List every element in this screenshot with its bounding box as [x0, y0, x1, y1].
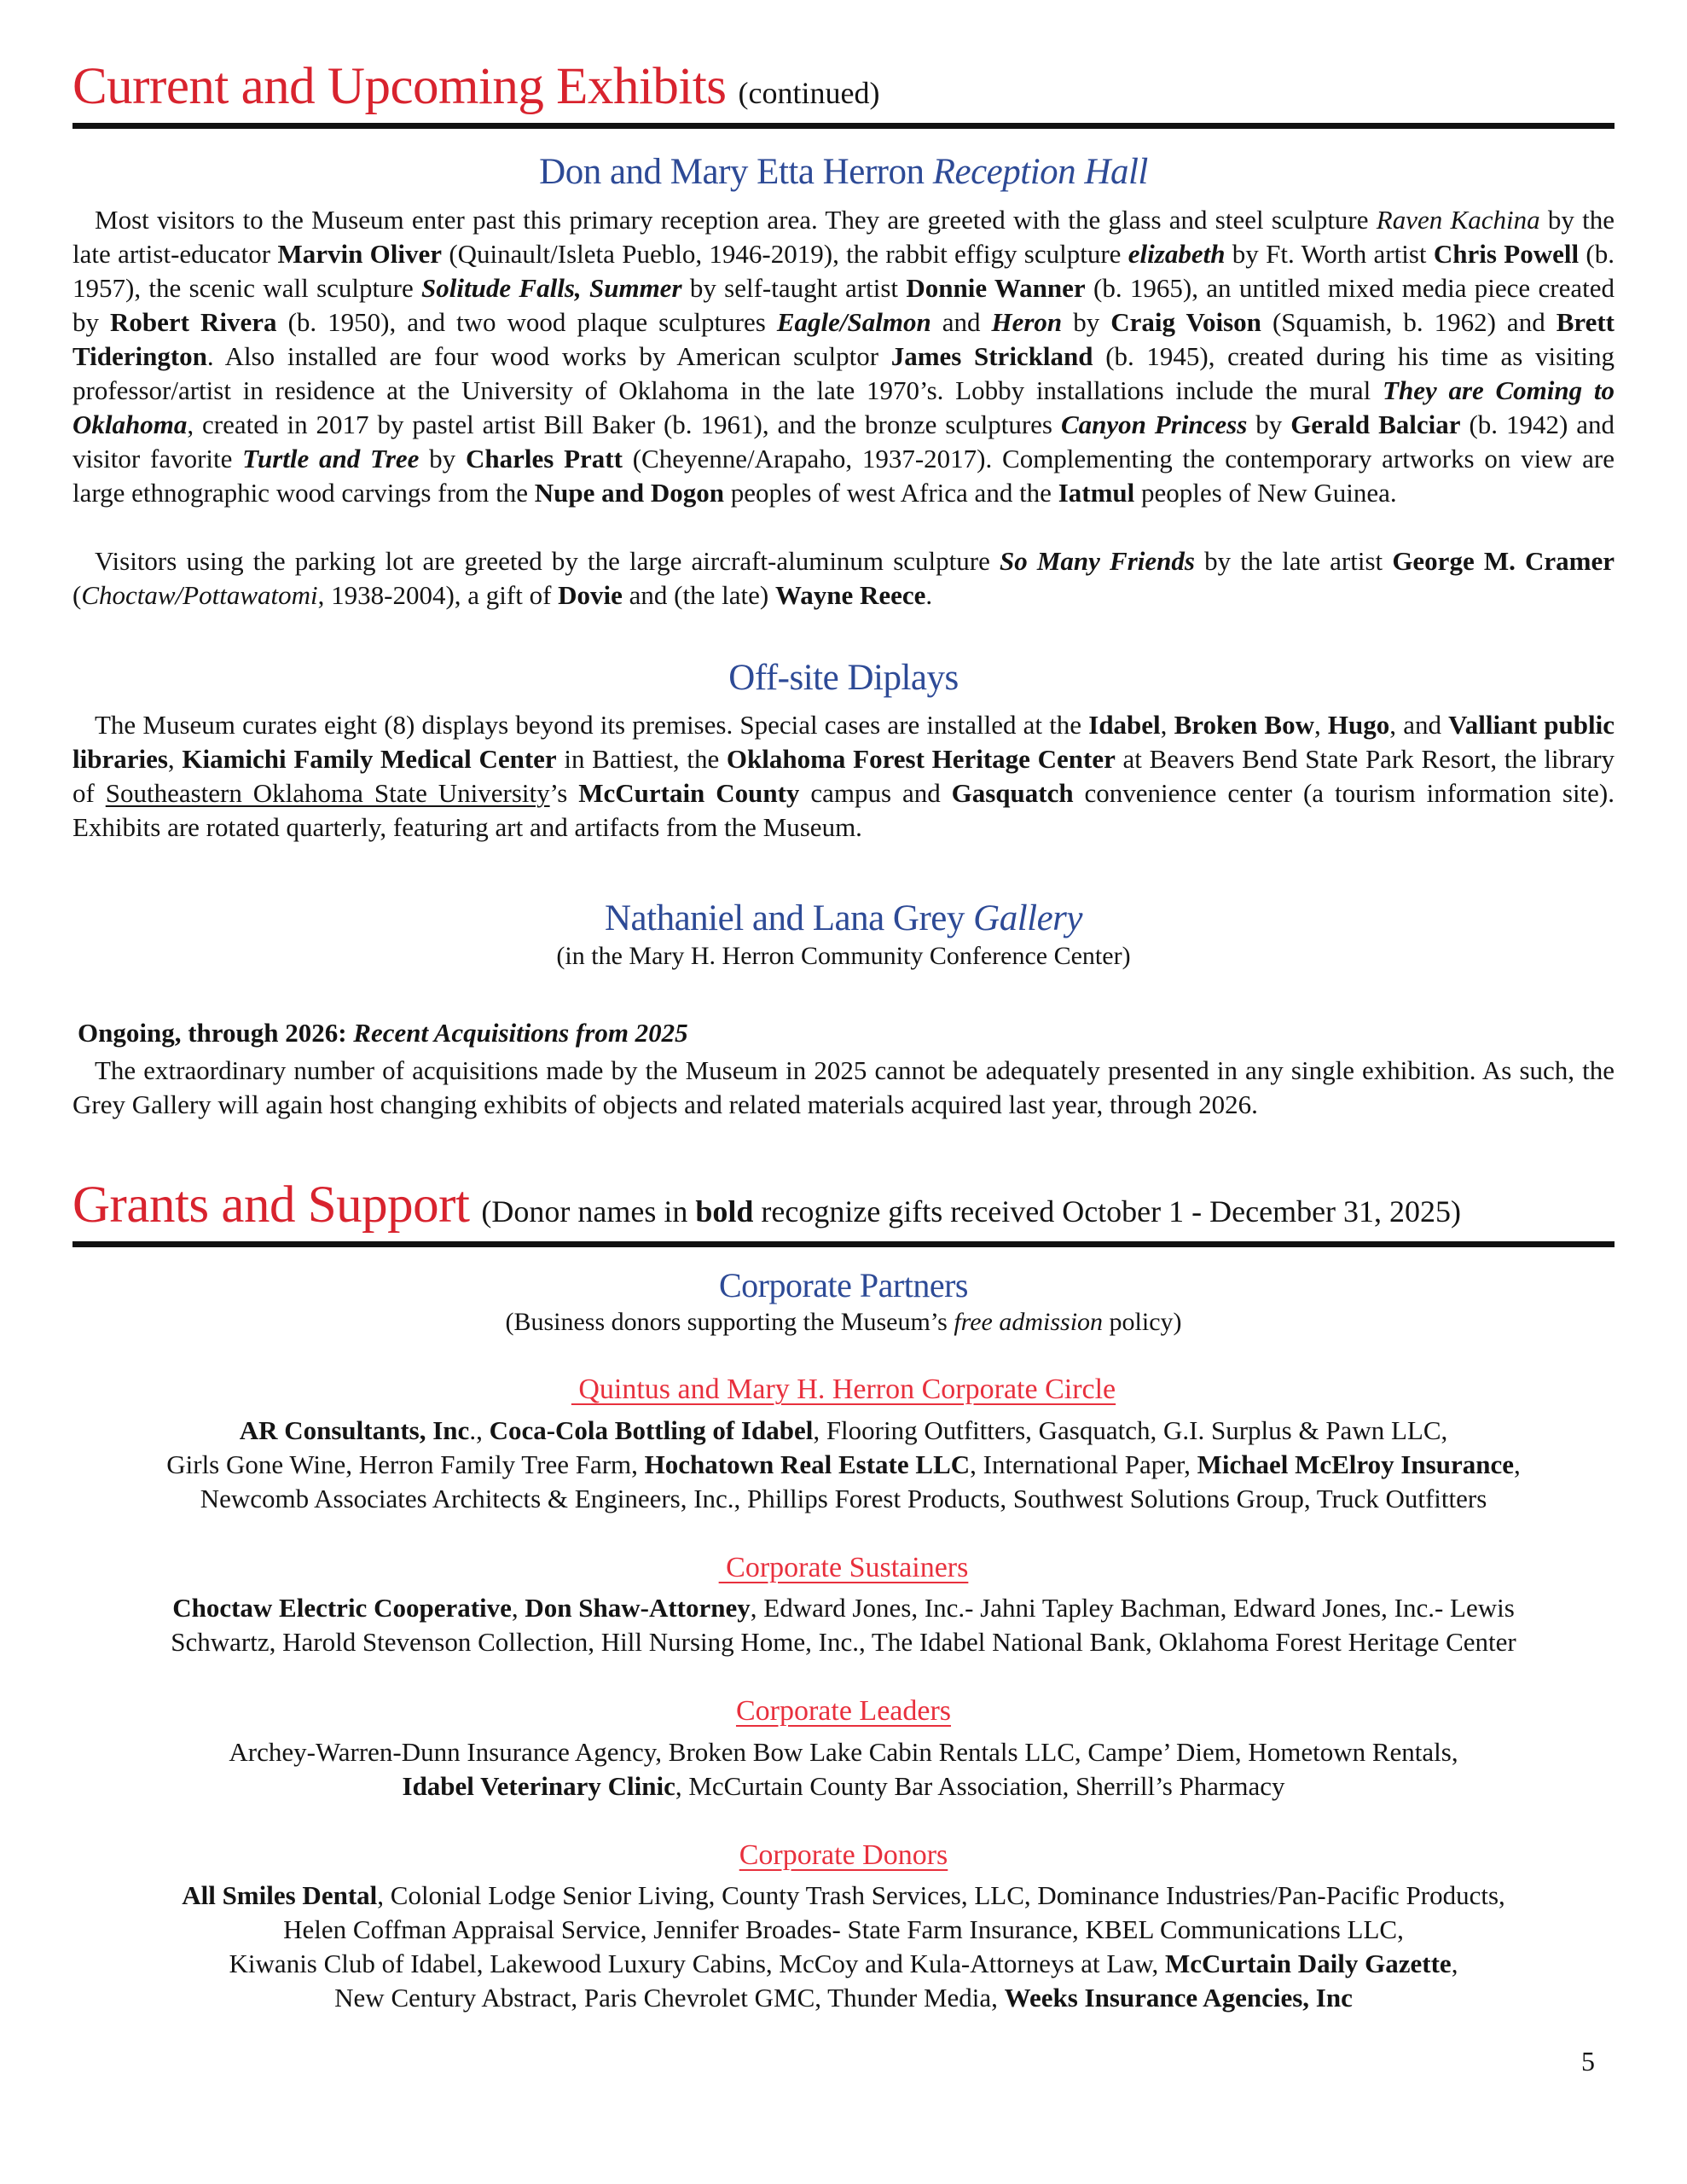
text-segment: (Donor names in: [481, 1194, 696, 1229]
text-segment: Dovie: [558, 580, 623, 611]
text-segment: (b. 1965), an untitled mixed media piece created by: [72, 273, 1615, 338]
corporate-leaders-list: [72, 1735, 1615, 1804]
text-segment: in Battiest, the: [556, 743, 727, 774]
page-number: 5: [1581, 2046, 1595, 2077]
text-segment: .,: [469, 1414, 490, 1445]
text-segment: , McCurtain County Bar Association, Sherrill’s Pharmacy: [675, 1770, 1285, 1801]
text-segment: Choctaw Electric Cooperative: [172, 1593, 512, 1623]
text-segment: by the late artist-educator: [72, 205, 1615, 270]
text-segment: ,: [1514, 1449, 1521, 1479]
reception-paragraph-1: [72, 203, 1615, 510]
text-segment: by: [419, 444, 466, 474]
gallery-subheading: (in the Mary H. Herron Community Conference Center): [556, 942, 1131, 971]
corporate-donors-list: [72, 1879, 1615, 2015]
text-segment: ,: [167, 743, 183, 774]
grants-title-row: [72, 1178, 1615, 1233]
text-segment: and: [930, 307, 992, 338]
corporate-sustainers-heading: Corporate Sustainers: [718, 1551, 969, 1583]
text-segment: Hochatown Real Estate LLC: [644, 1449, 971, 1479]
text-segment: Solitude Falls, Summer: [421, 273, 682, 304]
text-segment: .: [925, 580, 933, 611]
text-segment: ,: [1160, 709, 1174, 740]
text-segment: Most visitors to the Museum enter past this primary reception area. They are greeted with the glass and steel sculpture: [95, 205, 1377, 235]
text-segment: Michael McElroy Insurance: [1197, 1449, 1514, 1479]
exhibits-title-row: [72, 60, 1615, 114]
text-segment: The extraordinary number of acquisitions made by the Museum in 2025 cannot be adequately presented in any single exhibition. As such, the Grey Gallery will again host changing exhibits of objects and related materials acquired last year, through 2026.: [72, 1055, 1615, 1120]
text-segment: by: [1062, 307, 1111, 338]
text-segment: Brett Tiderington: [72, 307, 1615, 372]
text-segment: Canyon Princess: [1060, 410, 1248, 440]
text-segment: So Many Friends: [999, 546, 1195, 577]
text-segment: , International Paper,: [970, 1449, 1197, 1479]
reception-paragraph-2: [72, 544, 1615, 613]
text-segment: free admission: [954, 1308, 1104, 1337]
text-segment: Helen Coffman Appraisal Service, Jennifer Broades- State Farm Insurance, KBEL Communications LLC,: [283, 1914, 1404, 1945]
text-segment: , Edward Jones, Inc.- Jahni Tapley Bachman, Edward Jones, Inc.- Lewis: [750, 1593, 1515, 1623]
text-segment: Heron: [991, 307, 1063, 338]
grants-title-note: [481, 1194, 1461, 1228]
text-segment: (b. 1942) and visitor favorite: [72, 410, 1615, 474]
text-segment: Newcomb Associates Architects & Engineers, Inc., Phillips Forest Products, Southwest Solutions Group, Truck Outfitters: [200, 1483, 1487, 1513]
corporate-partners-caption: [72, 1307, 1615, 1338]
text-segment: Idabel: [1088, 709, 1161, 740]
exhibits-title-note: (continued): [738, 76, 880, 110]
text-segment: Coca-Cola Bottling of Idabel: [489, 1414, 814, 1445]
offsite-heading: Off-site Diplays: [728, 658, 959, 699]
text-segment: AR Consultants, Inc: [239, 1414, 470, 1445]
offsite-paragraph: [72, 708, 1615, 845]
text-segment: Southeastern Oklahoma State University: [105, 777, 550, 808]
text-segment: , Flooring Outfitters, Gasquatch, G.I. Surplus & Pawn LLC,: [813, 1414, 1448, 1445]
text-segment: . Also installed are four wood works by American sculptor: [206, 341, 891, 372]
donor-line: [72, 1414, 1615, 1448]
text-segment: McCurtain Daily Gazette: [1164, 1949, 1452, 1979]
text-segment: Iatmul: [1058, 478, 1135, 508]
text-segment: They are Coming to Oklahoma: [72, 375, 1615, 440]
text-segment: , 1938-2004), a gift of: [317, 580, 559, 611]
text-segment: Wayne Reece: [774, 580, 926, 611]
corporate-circle-heading: Quintus and Mary H. Herron Corporate Circle: [571, 1374, 1116, 1406]
text-segment: (b. 1945), created during his time as visiting professor/artist in residence at the University of Oklahoma in the late 1970’s. Lobby installations include the mural: [72, 341, 1615, 406]
text-segment: by Ft. Worth artist: [1225, 239, 1434, 270]
text-segment: All Smiles Dental: [182, 1880, 378, 1911]
text-segment: Choctaw/Pottawatomi: [81, 580, 318, 611]
text-segment: (b. 1950), and two wood plaque sculptures: [276, 307, 777, 338]
text-segment: (b. 1957), the scenic wall sculpture: [72, 239, 1615, 304]
exhibits-title: Current and Upcoming Exhibits: [72, 58, 727, 115]
text-segment: , created in 2017 by pastel artist Bill Baker (b. 1961), and the bronze sculptures: [187, 410, 1061, 440]
donor-line: [72, 1947, 1615, 1981]
text-segment: Donnie Wanner: [906, 273, 1086, 304]
text-segment: Valliant public libraries: [72, 709, 1615, 774]
donor-line: [72, 1482, 1615, 1516]
text-segment: (Business donors supporting the Museum’s: [505, 1308, 954, 1337]
text-segment: by the late artist: [1194, 546, 1393, 577]
text-segment: Hugo: [1327, 709, 1390, 740]
text-segment: Broken Bow: [1174, 709, 1314, 740]
donor-line: [72, 1448, 1615, 1482]
text-segment: , Colonial Lodge Senior Living, County Trash Services, LLC, Dominance Industries/Pan-Pacific Products,: [377, 1880, 1505, 1911]
text-segment: peoples of west Africa and the: [724, 478, 1058, 508]
gallery-paragraph: [72, 1054, 1615, 1122]
text-segment: New Century Abstract, Paris Chevrolet GMC, Thunder Media,: [334, 1983, 1005, 2013]
text-segment: Kiamichi Family Medical Center: [182, 743, 557, 774]
text-segment: convenience center (a tourism information site). Exhibits are rotated quarterly, featuring art and artifacts from the Museum.: [72, 777, 1615, 842]
text-segment: (Cheyenne/Arapaho, 1937-2017). Complementing the contemporary artworks on view are large ethnographic wood carvings from the: [72, 444, 1615, 508]
donor-line: [72, 1591, 1615, 1625]
corporate-circle-list: [72, 1414, 1615, 1516]
text-segment: Charles Pratt: [465, 444, 623, 474]
donor-line: [72, 1981, 1615, 2015]
header-rule: [72, 123, 1615, 129]
corporate-partners-heading: Corporate Partners: [718, 1266, 968, 1305]
text-segment: (Squamish, b. 1962) and: [1261, 307, 1557, 338]
corporate-leaders-heading: Corporate Leaders: [735, 1695, 952, 1728]
text-segment: Raven Kachina: [1376, 205, 1540, 235]
text-segment: and (the late): [622, 580, 775, 611]
text-segment: Archey-Warren-Dunn Insurance Agency, Broken Bow Lake Cabin Rentals LLC, Campe’ Diem, Hometown Rentals,: [229, 1736, 1458, 1767]
text-segment: Schwartz, Harold Stevenson Collection, Hill Nursing Home, Inc., The Idabel National Bank, Oklahoma Forest Heritage Center: [171, 1627, 1516, 1658]
grants-rule: [72, 1241, 1615, 1247]
text-segment: Kiwanis Club of Idabel, Lakewood Luxury Cabins, McCoy and Kula-Attorneys at Law,: [229, 1949, 1165, 1979]
gallery-heading-main: Nathaniel and Lana Grey: [605, 897, 974, 938]
text-segment: Ongoing, through 2026:: [78, 1018, 354, 1048]
donor-line: [72, 1735, 1615, 1769]
text-segment: elizabeth: [1128, 239, 1226, 270]
corporate-sustainers-list: [72, 1591, 1615, 1659]
text-segment: James Strickland: [890, 341, 1093, 372]
donor-line: [72, 1769, 1615, 1804]
gallery-heading: [72, 897, 1615, 939]
text-segment: Visitors using the parking lot are greeted by the large aircraft-aluminum sculpture: [95, 546, 1000, 577]
text-segment: George M. Cramer: [1392, 546, 1615, 577]
text-segment: bold: [695, 1194, 754, 1229]
text-segment: McCurtain County: [578, 777, 800, 808]
donor-line: [72, 1879, 1615, 1913]
text-segment: policy): [1103, 1308, 1182, 1337]
text-segment: Idabel Veterinary Clinic: [402, 1770, 675, 1801]
text-segment: Craig Voison: [1110, 307, 1261, 338]
gallery-heading-italic: Gallery: [973, 897, 1082, 938]
text-segment: ’s: [549, 777, 579, 808]
text-segment: Chris Powell: [1433, 239, 1580, 270]
text-segment: Eagle/Salmon: [776, 307, 931, 338]
text-segment: recognize gifts received October 1 - December 31, 2025): [753, 1194, 1462, 1229]
reception-hall-heading-italic: Reception Hall: [932, 152, 1148, 193]
reception-hall-heading-main: Don and Mary Etta Herron: [539, 152, 933, 193]
text-segment: at Beavers Bend State Park Resort, the library of: [72, 743, 1615, 808]
text-segment: peoples of New Guinea.: [1134, 478, 1397, 508]
gallery-ongoing-line: [72, 1016, 1615, 1050]
text-segment: Oklahoma Forest Heritage Center: [726, 743, 1116, 774]
text-segment: ,: [1313, 709, 1328, 740]
text-segment: Girls Gone Wine, Herron Family Tree Farm,: [166, 1449, 645, 1479]
text-segment: (Quinault/Isleta Pueblo, 1946-2019), the rabbit effigy sculpture: [442, 239, 1128, 270]
corporate-donors-heading: Corporate Donors: [739, 1838, 948, 1871]
text-segment: ,: [511, 1593, 525, 1623]
text-segment: by self-taught artist: [681, 273, 907, 304]
text-segment: Weeks Insurance Agencies, Inc: [1004, 1983, 1353, 2013]
text-segment: Nupe and Dogon: [534, 478, 725, 508]
text-segment: Recent Acquisitions from 2025: [353, 1018, 688, 1048]
text-segment: Don Shaw-Attorney: [525, 1593, 751, 1623]
text-segment: campus and: [799, 777, 952, 808]
text-segment: , and: [1389, 709, 1449, 740]
text-segment: Turtle and Tree: [242, 444, 420, 474]
text-segment: Gasquatch: [951, 777, 1074, 808]
donor-line: [72, 1913, 1615, 1947]
text-segment: ,: [1451, 1949, 1458, 1979]
text-segment: (: [72, 580, 82, 611]
donor-line: [72, 1625, 1615, 1659]
text-segment: by: [1247, 410, 1291, 440]
reception-hall-heading: [72, 151, 1615, 193]
grants-title: Grants and Support: [72, 1176, 470, 1234]
text-segment: The Museum curates eight (8) displays beyond its premises. Special cases are installed at the: [95, 709, 1089, 740]
text-segment: Gerald Balciar: [1290, 410, 1461, 440]
text-segment: Robert Rivera: [110, 307, 277, 338]
text-segment: Marvin Oliver: [277, 239, 443, 270]
